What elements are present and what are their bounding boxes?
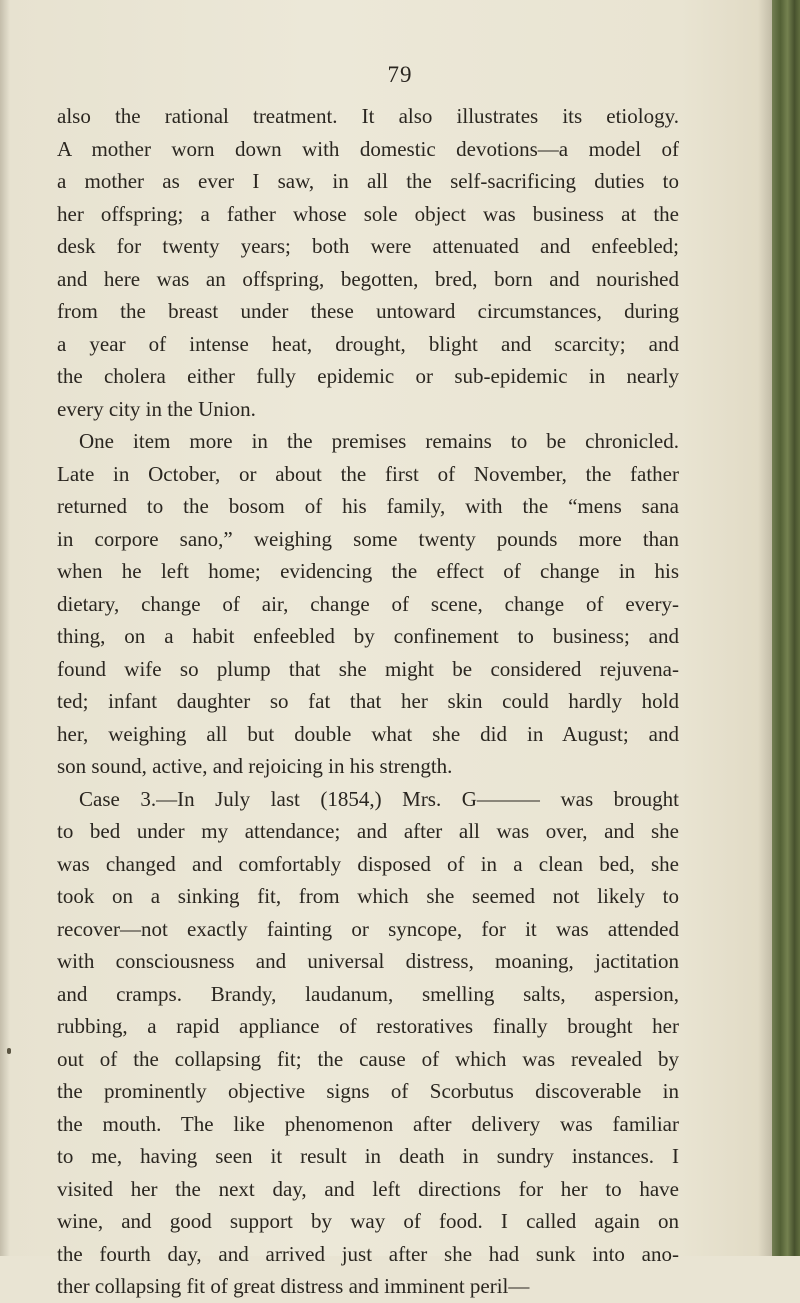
binding-shadow — [758, 0, 772, 1256]
text-line: found wife so plump that she might be considered rejuvena- — [57, 656, 679, 681]
text-line: Late in October, or about the first of November, the father — [57, 461, 679, 486]
text-line: desk for twenty years; both were attenuated and enfeebled; — [57, 234, 679, 258]
text-line: a year of intense heat, drought, blight and scarcity; and — [57, 331, 679, 356]
ink-speck — [7, 1048, 11, 1054]
body-text — [57, 100, 679, 1303]
text-line: and here was an offspring, begotten, bred, born and nourished — [57, 266, 679, 291]
text-line: to me, having seen it result in death in sundry instances. I — [57, 1144, 679, 1168]
text-line: ted; infant daughter so fat that her skin could hardly hold — [57, 689, 679, 713]
page-left-edge — [0, 0, 10, 1256]
page-number: 79 — [387, 62, 413, 87]
text-line: the fourth day, and arrived just after she had sunk into ano- — [57, 1241, 679, 1266]
text-line: when he left home; evidencing the effect of change in his — [57, 559, 679, 583]
text-line: wine, and good support by way of food. I called again on — [57, 1209, 679, 1233]
text-line: from the breast under these untoward circumstances, during — [57, 299, 679, 323]
text-line: also the rational treatment. It also illustrates its etiology. — [57, 104, 679, 128]
text-line: the cholera either fully epidemic or sub-epidemic in nearly — [57, 364, 679, 388]
text-line: recover—not exactly fainting or syncope, for it was attended — [57, 916, 679, 941]
text-line: son sound, active, and rejoicing in his strength. — [57, 754, 453, 778]
text-line: a mother as ever I saw, in all the self-sacrificing duties to — [57, 169, 679, 193]
text-line: and cramps. Brandy, laudanum, smelling salts, aspersion, — [57, 981, 679, 1006]
text-line: to bed under my attendance; and after all was over, and she — [57, 819, 679, 843]
text-line: her offspring; a father whose sole object was business at the — [57, 201, 679, 226]
text-line: with consciousness and universal distress, moaning, jactitation — [57, 949, 679, 973]
text-line: dietary, change of air, change of scene, change of every- — [57, 591, 679, 616]
text-line: took on a sinking fit, from which she seemed not likely to — [57, 884, 679, 908]
text-line: the mouth. The like phenomenon after delivery was familiar — [57, 1111, 679, 1136]
text-line: her, weighing all but double what she did in August; and — [57, 721, 679, 746]
text-line: the prominently objective signs of Scorbutus discoverable in — [57, 1079, 679, 1103]
text-line: ther collapsing fit of great distress and imminent peril— — [57, 1274, 530, 1298]
text-line: was changed and comfortably disposed of in a clean bed, she — [57, 851, 679, 876]
text-line: returned to the bosom of his family, with the “mens sana — [57, 494, 679, 518]
text-line: every city in the Union. — [57, 396, 256, 421]
text-line: out of the collapsing fit; the cause of which was revealed by — [57, 1046, 679, 1071]
text-line: thing, on a habit enfeebled by confinement to business; and — [57, 624, 679, 648]
text-line: visited her the next day, and left directions for her to have — [57, 1176, 679, 1201]
text-line: One item more in the premises remains to be chronicled. — [79, 429, 679, 453]
text-line: A mother worn down with domestic devotions—a model of — [57, 136, 679, 161]
text-line: in corpore sano,” weighing some twenty pounds more than — [57, 526, 679, 551]
book-binding-edge — [772, 0, 800, 1256]
text-line: rubbing, a rapid appliance of restoratives finally brought her — [57, 1014, 679, 1038]
text-line: Case 3.—In July last (1854,) Mrs. G——— was brought — [79, 786, 679, 811]
